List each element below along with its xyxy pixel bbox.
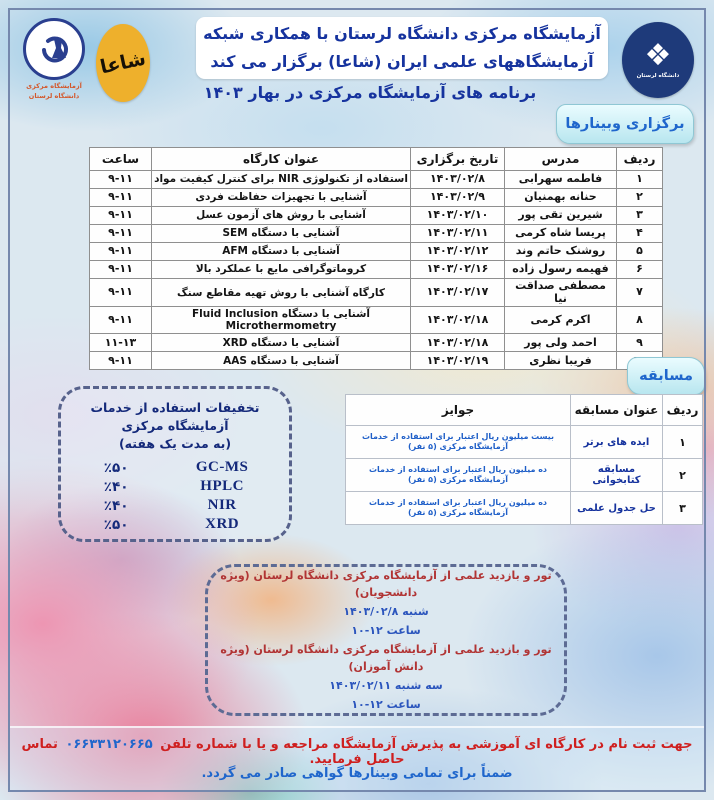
competition-header-row: [346, 395, 703, 426]
cell-time: ۹-۱۱: [90, 352, 152, 370]
table-row: [90, 307, 663, 334]
cell-title: آشنایی با روش های آزمون عسل: [152, 207, 411, 225]
discount-percent: ٪۴۰: [103, 478, 129, 495]
table-row: [90, 279, 663, 307]
cell-date: ۱۴۰۳/۰۲/۱۰: [411, 207, 505, 225]
cell-time: ۹-۱۱: [90, 207, 152, 225]
comp-cell-title: حل جدول علمی: [571, 492, 663, 525]
cell-title: آشنایی با دستگاه Fluid Inclusion Microthermometry: [152, 307, 411, 334]
tour-time-pupils: ساعت ۱۰-۱۲: [351, 698, 421, 712]
header-title-line1: آزمایشگاه مرکزی دانشگاه لرستان با همکاری شبکه: [203, 24, 601, 43]
footer-registration-line: [10, 737, 704, 767]
comp-col-header-title: عنوان مسابقه: [571, 395, 663, 426]
central-lab-logo-icon: [23, 18, 85, 80]
cell-instructor: فریبا نظری: [505, 352, 617, 370]
discount-service: GC-MS: [195, 459, 249, 476]
cell-no: ۶: [617, 261, 663, 279]
discounts-box: [58, 386, 292, 542]
cell-time: ۹-۱۱: [90, 189, 152, 207]
list-item: [69, 458, 281, 477]
phone-number: ۰۶۶۳۳۱۲۰۶۶۵: [65, 737, 153, 752]
cell-instructor: روشنک حاتم وند: [505, 243, 617, 261]
footer-registration-tail: تماس حاصل فرمایید.: [21, 737, 405, 767]
footer-band: [10, 726, 704, 792]
discount-percent: ٪۵۰: [103, 459, 129, 476]
discount-service: NIR: [207, 497, 237, 514]
table-row: [346, 459, 703, 492]
cell-instructor: حنانه بهمنیان: [505, 189, 617, 207]
cell-title: آشنایی با دستگاه XRD: [152, 334, 411, 352]
col-header-date: تاریخ برگزاری: [411, 148, 505, 171]
table-row: [346, 426, 703, 459]
university-emblem-icon: ❖: [644, 38, 672, 73]
cell-no: ۳: [617, 207, 663, 225]
shaa-calligraphy-icon: شاعا: [98, 47, 148, 79]
col-header-instructor: مدرس: [505, 148, 617, 171]
comp-col-header-no: ردیف: [663, 395, 703, 426]
header-title-line2: آزمایشگاههای علمی ایران (شاعا) برگزار می کند: [210, 52, 594, 71]
cell-instructor: شیرین تقی پور: [505, 207, 617, 225]
central-lab-caption-line2: دانشگاه لرستان: [28, 92, 80, 100]
cell-date: ۱۴۰۳/۰۲/۱۲: [411, 243, 505, 261]
cell-no: ۱: [617, 171, 663, 189]
cell-time: ۹-۱۱: [90, 243, 152, 261]
table-row: [90, 243, 663, 261]
cell-time: ۹-۱۱: [90, 171, 152, 189]
tour-title-students: تور و بازدید علمی از آزمایشگاه مرکزی دانشگاه لرستان (ویژه دانشجویان): [220, 568, 552, 599]
tour-date-students: شنبه ۱۴۰۳/۰۲/۸: [343, 604, 429, 618]
comp-cell-no: ۲: [663, 459, 703, 492]
col-header-time: ساعت: [90, 148, 152, 171]
cell-instructor: فاطمه سهرابی: [505, 171, 617, 189]
list-item: [69, 477, 281, 496]
university-logo: [622, 22, 694, 98]
discount-service: HPLC: [200, 478, 244, 495]
table-row: [90, 261, 663, 279]
cell-title: آشنایی با دستگاه AAS: [152, 352, 411, 370]
cell-date: ۱۴۰۳/۰۲/۱۱: [411, 225, 505, 243]
comp-cell-prize: بیست میلیون ریال اعتبار برای استفاده از خدمات آزمایشگاه مرکزی (۵ نفر): [346, 426, 571, 459]
competition-table: [345, 394, 703, 525]
tab-webinars: برگزاری وبینارها: [556, 104, 694, 144]
table-row: [90, 334, 663, 352]
cell-time: ۹-۱۱: [90, 261, 152, 279]
table-row: [90, 171, 663, 189]
footer-certificate-line: ضمناً برای تمامی وبینارها گواهی صادر می گردد.: [201, 766, 513, 781]
discounts-title: [69, 399, 281, 453]
cell-title: کارگاه آشنایی با روش تهیه مقاطع سنگ: [152, 279, 411, 307]
table-row: [90, 189, 663, 207]
cell-no: ۸: [617, 307, 663, 334]
discounts-list: [69, 458, 281, 534]
table-row: [90, 352, 663, 370]
cell-date: ۱۴۰۳/۰۲/۱۸: [411, 307, 505, 334]
discount-service: XRD: [205, 516, 240, 533]
comp-cell-title: ایده های برتر: [571, 426, 663, 459]
cell-instructor: مصطفی صداقت نیا: [505, 279, 617, 307]
cell-no: ۹: [617, 334, 663, 352]
comp-cell-title: مسابقه کتابخوانی: [571, 459, 663, 492]
cell-time: ۱۱-۱۳: [90, 334, 152, 352]
flask-icon: [34, 29, 74, 69]
cell-time: ۹-۱۱: [90, 307, 152, 334]
tour-time-students: ساعت ۱۰-۱۲: [351, 623, 421, 637]
discount-percent: ٪۴۰: [103, 497, 129, 514]
table-row: [346, 492, 703, 525]
tours-box: [205, 564, 567, 716]
cell-date: ۱۴۰۳/۰۲/۹: [411, 189, 505, 207]
cell-date: ۱۴۰۳/۰۲/۱۷: [411, 279, 505, 307]
comp-cell-no: ۳: [663, 492, 703, 525]
cell-no: ۷: [617, 279, 663, 307]
cell-no: ۴: [617, 225, 663, 243]
tab-competition: مسابقه: [627, 357, 705, 395]
col-header-title: عنوان کارگاه: [152, 148, 411, 171]
comp-cell-prize: ده میلیون ریال اعتبار برای استفاده از خدمات آزمایشگاه مرکزی (۵ نفر): [346, 459, 571, 492]
col-header-no: ردیف: [617, 148, 663, 171]
cell-time: ۹-۱۱: [90, 279, 152, 307]
cell-title: آشنایی با دستگاه SEM: [152, 225, 411, 243]
cell-date: ۱۴۰۳/۰۲/۱۶: [411, 261, 505, 279]
cell-instructor: پریسا شاه کرمی: [505, 225, 617, 243]
comp-col-header-prize: جوایز: [346, 395, 571, 426]
cell-instructor: اکرم کرمی: [505, 307, 617, 334]
webinars-header-row: [90, 148, 663, 171]
cell-no: ۲: [617, 189, 663, 207]
comp-cell-prize: ده میلیون ریال اعتبار برای استفاده از خدمات آزمایشگاه مرکزی (۵ نفر): [346, 492, 571, 525]
comp-cell-no: ۱: [663, 426, 703, 459]
cell-date: ۱۴۰۳/۰۲/۱۹: [411, 352, 505, 370]
discounts-title-line1: تخفیفات استفاده از خدمات آزمایشگاه مرکزی: [90, 400, 260, 434]
cell-title: کروماتوگرافی مایع با عملکرد بالا: [152, 261, 411, 279]
list-item: [69, 496, 281, 515]
list-item: [69, 515, 281, 534]
cell-time: ۹-۱۱: [90, 225, 152, 243]
cell-title: آشنایی با تجهیزات حفاظت فردی: [152, 189, 411, 207]
discounts-title-line2: (به مدت یک هفته): [118, 436, 232, 452]
cell-title: آشنایی با دستگاه AFM: [152, 243, 411, 261]
header-title-box: [196, 17, 608, 79]
cell-date: ۱۴۰۳/۰۲/۸: [411, 171, 505, 189]
cell-instructor: احمد ولی پور: [505, 334, 617, 352]
cell-no: ۵: [617, 243, 663, 261]
table-row: [90, 225, 663, 243]
tour-date-pupils: سه شنبه ۱۴۰۳/۰۲/۱۱: [329, 679, 443, 693]
footer-registration-text: جهت ثبت نام در کارگاه ای آموزشی به پذیرش آزمایشگاه مراجعه و یا با شماره تلفن: [160, 737, 693, 752]
discount-percent: ٪۵۰: [103, 516, 129, 533]
cell-instructor: فهیمه رسول زاده: [505, 261, 617, 279]
central-lab-logo: [18, 18, 90, 104]
central-lab-caption-line1: آزمایشگاه مرکزی: [26, 82, 82, 90]
cell-title: استفاده از تکنولوژی NIR برای کنترل کیفیت مواد: [152, 171, 411, 189]
cell-date: ۱۴۰۳/۰۲/۱۸: [411, 334, 505, 352]
tour-title-pupils: تور و بازدید علمی از آزمایشگاه مرکزی دانشگاه لرستان (ویژه دانش آموزان): [220, 643, 552, 674]
table-row: [90, 207, 663, 225]
header-subtitle: برنامه های آزمایشگاه مرکزی در بهار ۱۴۰۳: [203, 83, 537, 102]
webinars-table: [89, 147, 663, 370]
university-logo-caption: دانشگاه لرستان: [636, 73, 680, 79]
